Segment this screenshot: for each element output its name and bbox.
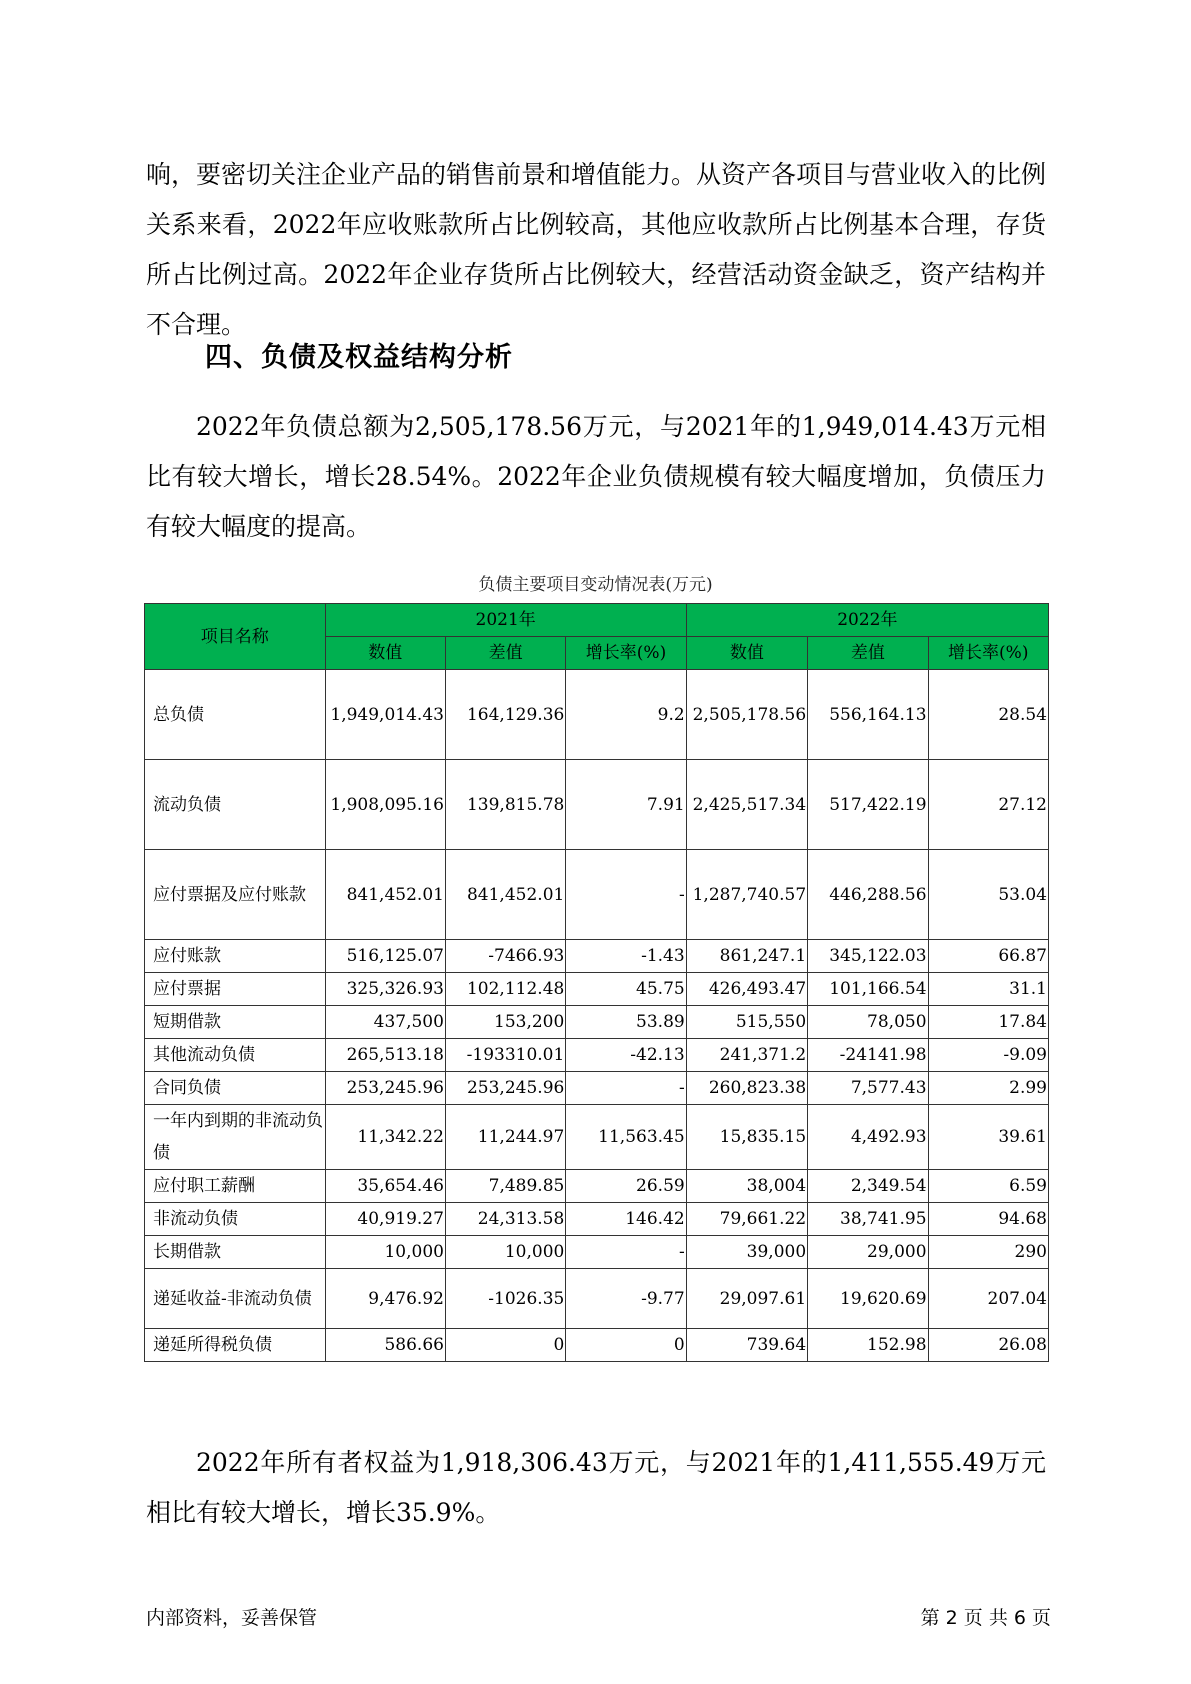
- cell-rate-2022: 27.12: [928, 760, 1048, 850]
- section-heading: 四、负债及权益结构分析: [205, 342, 513, 373]
- cell-diff-2021: 24,313.58: [445, 1203, 565, 1236]
- cell-value-2021: 265,513.18: [325, 1039, 445, 1072]
- table-row: [145, 1170, 1049, 1203]
- cell-rate-2021: -: [566, 1072, 686, 1105]
- cell-rate-2022: 66.87: [928, 940, 1048, 973]
- cell-item-name: 其他流动负债: [145, 1039, 326, 1072]
- table-row: [145, 1269, 1049, 1329]
- cell-item-name: 应付票据: [145, 973, 326, 1006]
- footer-confidential-note: 内部资料，妥善保管: [146, 1607, 318, 1629]
- cell-value-2022: 2,505,178.56: [686, 670, 807, 760]
- cell-rate-2021: 7.91: [566, 760, 686, 850]
- header-2022-value: 数值: [686, 637, 807, 670]
- table-caption: 负债主要项目变动情况表(万元): [478, 575, 713, 595]
- cell-item-name: 应付账款: [145, 940, 326, 973]
- cell-diff-2022: -24141.98: [808, 1039, 928, 1072]
- header-2022-diff: 差值: [808, 637, 928, 670]
- equity-summary-paragraph: 2022年所有者权益为1,918,306.43万元，与2021年的1,411,555.49万元相比有较大增长，增长35.9%。: [146, 1448, 1046, 1527]
- footer-page-number: 第 2 页 共 6 页: [920, 1607, 1051, 1629]
- cell-item-name: 应付票据及应付账款: [145, 850, 326, 940]
- cell-rate-2021: -: [566, 1236, 686, 1269]
- table-row: [145, 1236, 1049, 1269]
- cell-item-name: 递延所得税负债: [145, 1329, 326, 1362]
- cell-item-name: 递延收益-非流动负债: [145, 1269, 326, 1329]
- cell-rate-2022: 31.1: [928, 973, 1048, 1006]
- cell-value-2021: 1,949,014.43: [325, 670, 445, 760]
- cell-value-2022: 29,097.61: [686, 1269, 807, 1329]
- table-row: [145, 940, 1049, 973]
- header-2021-rate: 增长率(%): [566, 637, 686, 670]
- cell-rate-2021: -42.13: [566, 1039, 686, 1072]
- cell-rate-2021: -1.43: [566, 940, 686, 973]
- cell-diff-2022: 78,050: [808, 1006, 928, 1039]
- table-row: [145, 973, 1049, 1006]
- cell-value-2022: 515,550: [686, 1006, 807, 1039]
- cell-rate-2022: 207.04: [928, 1269, 1048, 1329]
- cell-rate-2022: -9.09: [928, 1039, 1048, 1072]
- table-row: [145, 850, 1049, 940]
- table-row: [145, 1039, 1049, 1072]
- cell-value-2021: 40,919.27: [325, 1203, 445, 1236]
- cell-rate-2022: 17.84: [928, 1006, 1048, 1039]
- cell-item-name: 合同负债: [145, 1072, 326, 1105]
- cell-value-2021: 841,452.01: [325, 850, 445, 940]
- table-body: [145, 670, 1049, 1362]
- cell-value-2022: 15,835.15: [686, 1105, 807, 1170]
- cell-value-2021: 437,500: [325, 1006, 445, 1039]
- cell-diff-2022: 4,492.93: [808, 1105, 928, 1170]
- cell-item-name: 应付职工薪酬: [145, 1170, 326, 1203]
- cell-value-2021: 325,326.93: [325, 973, 445, 1006]
- liability-summary-paragraph: 2022年负债总额为2,505,178.56万元，与2021年的1,949,014.43万元相比有较大增长，增长28.54%。2022年企业负债规模有较大幅度增加，负债压力有较大幅度的提高。: [146, 412, 1046, 541]
- cell-rate-2022: 2.99: [928, 1072, 1048, 1105]
- cell-rate-2022: 94.68: [928, 1203, 1048, 1236]
- cell-diff-2021: 11,244.97: [445, 1105, 565, 1170]
- cell-diff-2021: 7,489.85: [445, 1170, 565, 1203]
- cell-rate-2021: 11,563.45: [566, 1105, 686, 1170]
- cell-value-2022: 2,425,517.34: [686, 760, 807, 850]
- cell-value-2021: 516,125.07: [325, 940, 445, 973]
- cell-diff-2021: 0: [445, 1329, 565, 1362]
- cell-diff-2022: 101,166.54: [808, 973, 928, 1006]
- cell-rate-2022: 28.54: [928, 670, 1048, 760]
- cell-diff-2022: 152.98: [808, 1329, 928, 1362]
- header-2021-value: 数值: [325, 637, 445, 670]
- cell-value-2022: 79,661.22: [686, 1203, 807, 1236]
- cell-diff-2022: 345,122.03: [808, 940, 928, 973]
- cell-value-2021: 35,654.46: [325, 1170, 445, 1203]
- cell-item-name: 非流动负债: [145, 1203, 326, 1236]
- cell-value-2021: 10,000: [325, 1236, 445, 1269]
- cell-value-2022: 861,247.1: [686, 940, 807, 973]
- cell-rate-2022: 6.59: [928, 1170, 1048, 1203]
- cell-diff-2021: 253,245.96: [445, 1072, 565, 1105]
- cell-value-2022: 241,371.2: [686, 1039, 807, 1072]
- cell-diff-2022: 38,741.95: [808, 1203, 928, 1236]
- cell-rate-2021: 53.89: [566, 1006, 686, 1039]
- cell-diff-2021: 139,815.78: [445, 760, 565, 850]
- header-item-name: 项目名称: [145, 604, 326, 670]
- cell-rate-2021: -: [566, 850, 686, 940]
- cell-diff-2022: 556,164.13: [808, 670, 928, 760]
- liability-table: [144, 603, 1049, 1362]
- table-row: [145, 760, 1049, 850]
- table-row: [145, 1072, 1049, 1105]
- cell-rate-2021: 45.75: [566, 973, 686, 1006]
- header-year-2022: 2022年: [686, 604, 1048, 637]
- cell-diff-2022: 517,422.19: [808, 760, 928, 850]
- cell-rate-2022: 53.04: [928, 850, 1048, 940]
- cell-value-2022: 426,493.47: [686, 973, 807, 1006]
- cell-value-2022: 1,287,740.57: [686, 850, 807, 940]
- cell-rate-2021: 26.59: [566, 1170, 686, 1203]
- table-row: [145, 670, 1049, 760]
- header-2022-rate: 增长率(%): [928, 637, 1048, 670]
- cell-value-2022: 260,823.38: [686, 1072, 807, 1105]
- table-row: [145, 1329, 1049, 1362]
- cell-diff-2021: 153,200: [445, 1006, 565, 1039]
- cell-rate-2022: 26.08: [928, 1329, 1048, 1362]
- cell-value-2022: 39,000: [686, 1236, 807, 1269]
- cell-diff-2021: -7466.93: [445, 940, 565, 973]
- cell-diff-2021: -193310.01: [445, 1039, 565, 1072]
- table-row: [145, 1105, 1049, 1170]
- cell-diff-2021: -1026.35: [445, 1269, 565, 1329]
- header-year-2021: 2021年: [325, 604, 686, 637]
- cell-diff-2022: 7,577.43: [808, 1072, 928, 1105]
- cell-value-2021: 11,342.22: [325, 1105, 445, 1170]
- cell-item-name: 总负债: [145, 670, 326, 760]
- cell-rate-2021: 9.2: [566, 670, 686, 760]
- cell-item-name: 流动负债: [145, 760, 326, 850]
- cell-diff-2021: 102,112.48: [445, 973, 565, 1006]
- cell-diff-2022: 2,349.54: [808, 1170, 928, 1203]
- cell-rate-2021: -9.77: [566, 1269, 686, 1329]
- cell-rate-2021: 0: [566, 1329, 686, 1362]
- cell-item-name: 一年内到期的非流动负债: [145, 1105, 326, 1170]
- cell-value-2021: 9,476.92: [325, 1269, 445, 1329]
- cell-diff-2021: 10,000: [445, 1236, 565, 1269]
- cell-value-2021: 253,245.96: [325, 1072, 445, 1105]
- cell-value-2021: 1,908,095.16: [325, 760, 445, 850]
- cell-diff-2022: 19,620.69: [808, 1269, 928, 1329]
- cell-value-2022: 38,004: [686, 1170, 807, 1203]
- table-row: [145, 1203, 1049, 1236]
- header-2021-diff: 差值: [445, 637, 565, 670]
- table-header: [145, 604, 1049, 670]
- cell-diff-2021: 841,452.01: [445, 850, 565, 940]
- cell-rate-2021: 146.42: [566, 1203, 686, 1236]
- cell-rate-2022: 290: [928, 1236, 1048, 1269]
- table-row: [145, 1006, 1049, 1039]
- cell-value-2022: 739.64: [686, 1329, 807, 1362]
- cell-diff-2021: 164,129.36: [445, 670, 565, 760]
- cell-item-name: 长期借款: [145, 1236, 326, 1269]
- intro-paragraph: 响，要密切关注企业产品的销售前景和增值能力。从资产各项目与营业收入的比例关系来看，2022年应收账款所占比例较高，其他应收款所占比例基本合理，存货所占比例过高。2022年企业存货所占比例较大，经营活动资金缺乏，资产结构并不合理。: [146, 160, 1047, 339]
- cell-item-name: 短期借款: [145, 1006, 326, 1039]
- cell-value-2021: 586.66: [325, 1329, 445, 1362]
- cell-rate-2022: 39.61: [928, 1105, 1048, 1170]
- cell-diff-2022: 29,000: [808, 1236, 928, 1269]
- cell-diff-2022: 446,288.56: [808, 850, 928, 940]
